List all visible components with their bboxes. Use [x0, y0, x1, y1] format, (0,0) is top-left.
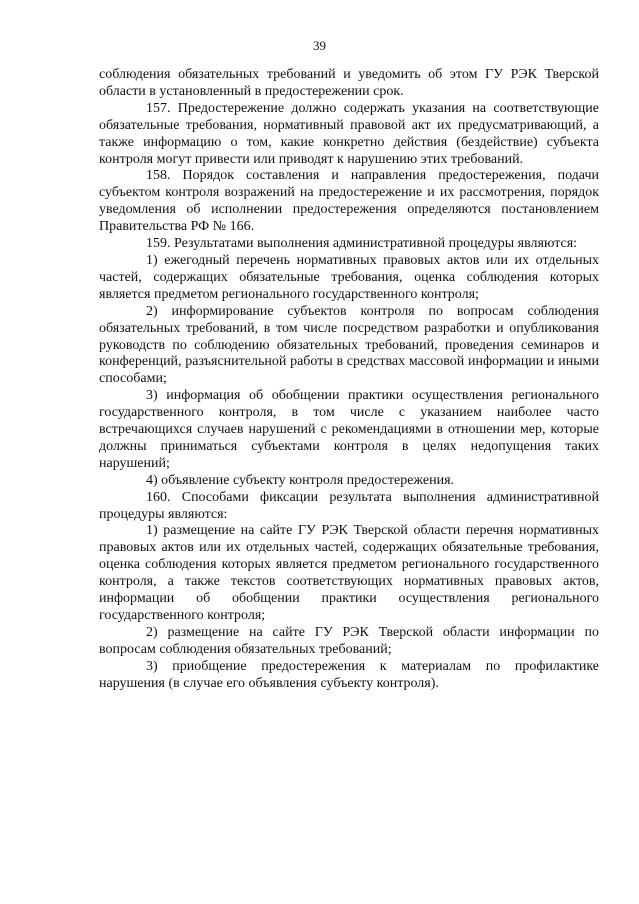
- list-item-160-3: 3) приобщение предостережения к материалам по профилактике нарушения (в случае его объявления субъекту контроля).: [99, 658, 599, 691]
- list-item-160-2: 2) размещение на сайте ГУ РЭК Тверской области информации по вопросам соблюдения обязательных требований;: [99, 624, 599, 657]
- document-body: [99, 67, 599, 693]
- list-item-159-3: 3) информация об обобщении практики осуществления регионального государственного контроля, в том числе с указанием наиболее часто встречающихся случаев нарушений с рекомендациями в отношении мер, которые должны приниматься субъектами контроля в целях недопущения таких нарушений;: [99, 388, 599, 471]
- paragraph-159: 159. Результатами выполнения административной процедуры являются:: [146, 236, 578, 252]
- paragraph-157: 157. Предостережение должно содержать указания на соответствующие обязательные требования, нормативный правовой акт их предусматривающий, а также информацию о том, какие конкретно действия (бездействие) субъекта контроля могут привести или приводят к нарушению этих требований.: [99, 100, 599, 167]
- paragraph-160: 160. Способами фиксации результата выполнения административной процедуры являются:: [99, 489, 599, 522]
- list-item-160-1: 1) размещение на сайте ГУ РЭК Тверской области перечня нормативных правовых актов или их отдельных частей, содержащих обязательные требования, оценка соблюдения которых является предметом регионального государственного контроля, а также текстов соответствующих нормативных правовых актов, информации об обобщении практики осуществления регионального государственного контроля;: [99, 523, 599, 623]
- list-item-159-1: 1) ежегодный перечень нормативных правовых актов или их отдельных частей, содержащих обязательные требования, оценка соблюдения которых является предметом регионального государственного контроля;: [99, 252, 599, 302]
- paragraph-continuation: соблюдения обязательных требований и уведомить об этом ГУ РЭК Тверской области в установленный в предостережении срок.: [99, 67, 599, 99]
- page-number: 39: [313, 38, 326, 53]
- list-item-159-4: 4) объявление субъекту контроля предостережения.: [146, 472, 455, 488]
- list-item-159-2: 2) информирование субъектов контроля по вопросам соблюдения обязательных требований, в том числе посредством разработки и опубликования руководств по соблюдению обязательных требований, проведения семинаров и конференций, разъяснительной работы в средствах массовой информации и иными способами;: [99, 303, 599, 387]
- paragraph-158: 158. Порядок составления и направления предостережения, подачи субъектом контроля возражений на предостережение и их рассмотрения, порядок уведомления об исполнении предостережения определяются постановлением Правительства РФ № 166.: [99, 168, 599, 235]
